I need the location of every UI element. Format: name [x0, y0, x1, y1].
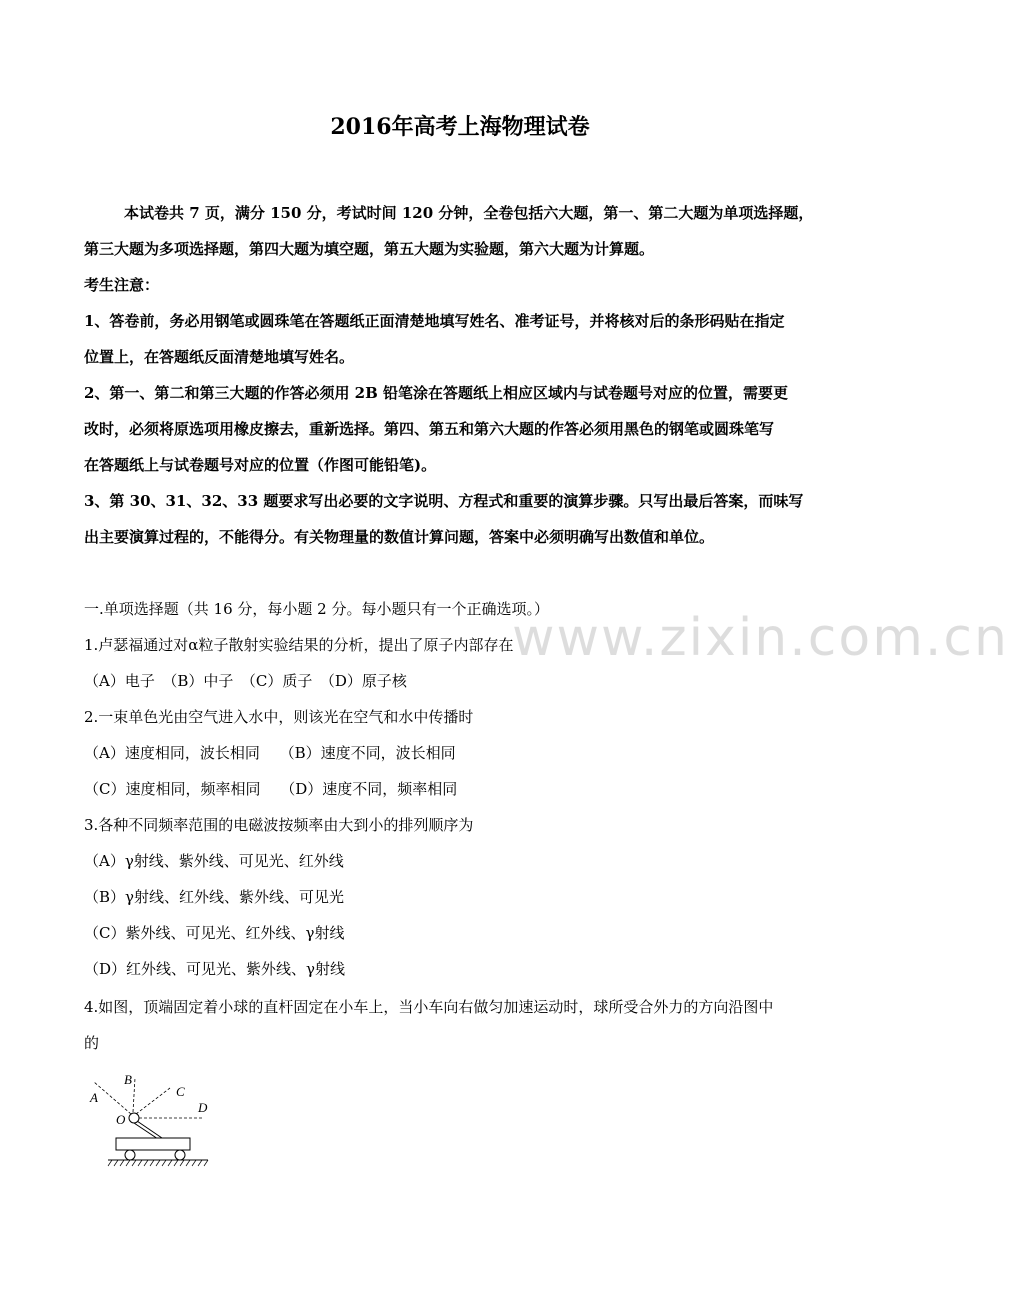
- question-2-options-cd: （C）速度相同，频率相同 （D）速度不同，频率相同: [84, 780, 458, 798]
- notice-heading: 考生注意：: [84, 276, 160, 294]
- question-4-stem-line-2: 的: [84, 1034, 100, 1052]
- rod-line-1: [137, 1121, 162, 1138]
- question-3-option-c: （C）紫外线、可见光、红外线、γ射线: [84, 924, 345, 942]
- label-d: D: [198, 1100, 208, 1115]
- cart-wheel-left: [125, 1150, 135, 1160]
- question-3-stem: 3.各种不同频率范围的电磁波按频率由大到小的排列顺序为: [84, 816, 474, 834]
- notice-item-1-line-2: 位置上，在答题纸反面清楚地填写姓名。: [84, 348, 355, 366]
- label-a: A: [90, 1090, 98, 1105]
- notice-item-2-line-3: 在答题纸上与试卷题号对应的位置（作图可能铅笔)。: [84, 456, 437, 474]
- cart-wheel-right: [175, 1150, 185, 1160]
- watermark: www.zixin.com.cn: [512, 608, 1009, 668]
- label-o: O: [116, 1112, 126, 1127]
- cart-body: [116, 1138, 190, 1150]
- exam-title: 2016年高考上海物理试卷: [330, 114, 590, 140]
- question-1-stem: 1.卢瑟福通过对α粒子散射实验结果的分析，提出了原子内部存在: [84, 636, 514, 654]
- notice-item-2-line-1: 2、第一、第二和第三大题的作答必须用 2B 铅笔涂在答题纸上相应区域内与试卷题号对应的位置，需要更: [84, 384, 789, 402]
- notice-item-1-line-1: 1、答卷前，务必用钢笔或圆珠笔在答题纸正面清楚地填写姓名、准考证号，并将核对后的条形码贴在指定: [84, 312, 785, 330]
- question-1-options: （A）电子 （B）中子 （C）质子 （D）原子核: [84, 672, 407, 690]
- rod-line-2: [134, 1123, 158, 1139]
- question-4-stem-line-1: 4.如图，顶端固定着小球的直杆固定在小车上，当小车向右做匀加速运动时，球所受合外力的方向沿图中: [84, 998, 774, 1016]
- direction-c-line: [136, 1088, 170, 1114]
- notice-item-2-line-2: 改时，必须将原选项用橡皮擦去，重新选择。第四、第五和第六大题的作答必须用黑色的钢笔或圆珠笔写: [84, 420, 775, 438]
- direction-b-line: [133, 1078, 135, 1112]
- ball: [129, 1113, 139, 1123]
- label-c: C: [176, 1084, 185, 1099]
- cart-rod-ball-figure: [84, 1072, 224, 1172]
- question-2-stem: 2.一束单色光由空气进入水中，则该光在空气和水中传播时: [84, 708, 474, 726]
- notice-item-3-line-1: 3、第 30、31、32、33 题要求写出必要的文字说明、方程式和重要的演算步骤。只写出最后答案，而味写: [84, 492, 804, 510]
- question-2-options-ab: （A）速度相同，波长相同 （B）速度不同，波长相同: [84, 744, 456, 762]
- intro-line-1: 本试卷共 7 页，满分 150 分，考试时间 120 分钟，全卷包括六大题，第一、第二大题为单项选择题，: [124, 204, 814, 222]
- label-b: B: [124, 1072, 132, 1087]
- section-1-heading: 一.单项选择题（共 16 分，每小题 2 分。每小题只有一个正确选项。）: [84, 600, 549, 618]
- question-3-option-b: （B）γ射线、红外线、紫外线、可见光: [84, 888, 344, 906]
- notice-item-3-line-2: 出主要演算过程的，不能得分。有关物理量的数值计算问题，答案中必须明确写出数值和单位。: [84, 528, 715, 546]
- intro-line-2: 第三大题为多项选择题，第四大题为填空题，第五大题为实验题，第六大题为计算题。: [84, 240, 655, 258]
- question-3-option-d: （D）红外线、可见光、紫外线、γ射线: [84, 960, 345, 978]
- ground-hatch: [108, 1160, 208, 1166]
- question-3-option-a: （A）γ射线、紫外线、可见光、红外线: [84, 852, 344, 870]
